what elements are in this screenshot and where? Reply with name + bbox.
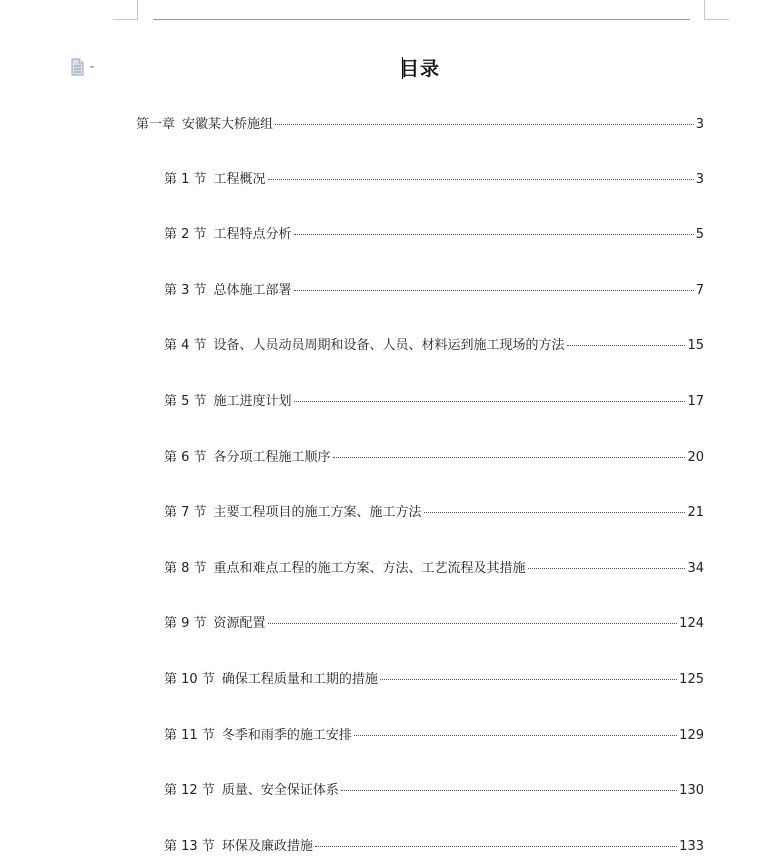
- toc-chapter-number: 第一章: [136, 117, 176, 132]
- toc-section-number: 第 13 节: [164, 839, 215, 854]
- toc-section-text: 确保工程质量和工期的措施: [221, 672, 378, 687]
- toc-section-text: 工程概况: [213, 172, 266, 187]
- toc-section-text: 总体施工部署: [213, 283, 292, 298]
- toc-chapter[interactable]: [136, 117, 704, 133]
- toc-leader: [380, 679, 677, 680]
- toc-page-number: 34: [687, 561, 704, 576]
- toc-leader: [275, 124, 694, 125]
- toc-leader: [294, 401, 686, 402]
- toc-section-text: 主要工程项目的施工方案、施工方法: [213, 505, 422, 520]
- toc-leader: [268, 179, 694, 180]
- toc-section-text: 冬季和雨季的施工安排: [221, 728, 352, 743]
- toc-leader: [528, 568, 686, 569]
- toc-page-number: 125: [679, 672, 704, 687]
- toc-section[interactable]: [164, 505, 704, 521]
- toc-section-text: 环保及廉政措施: [221, 839, 313, 854]
- toc-page-number: 15: [687, 338, 704, 353]
- toc-section-text: 工程特点分析: [213, 227, 292, 242]
- toc-section-text: 质量、安全保证体系: [221, 783, 339, 798]
- toc-page-number: 3: [695, 117, 704, 132]
- toc-section-number: 第 3 节: [164, 283, 207, 298]
- toc-section[interactable]: [164, 283, 704, 299]
- toc-leader: [341, 790, 677, 791]
- toc-section-number: 第 7 节: [164, 505, 207, 520]
- toc-section[interactable]: [164, 450, 704, 466]
- toc-page-number: 124: [679, 616, 704, 631]
- toc-page-number: 17: [687, 394, 704, 409]
- toc-section[interactable]: [164, 728, 704, 744]
- toc-section[interactable]: [164, 783, 704, 799]
- toc-section[interactable]: [164, 672, 704, 688]
- toc-page-number: 133: [679, 839, 704, 854]
- margin-corner-top-left: [113, 0, 138, 20]
- toc-page-number: 130: [679, 783, 704, 798]
- toc-section-number: 第 9 节: [164, 616, 207, 631]
- toc-page-number: 20: [687, 450, 704, 465]
- toc-section-text: 设备、人员动员周期和设备、人员、材料运到施工现场的方法: [213, 338, 565, 353]
- toc-section[interactable]: [164, 839, 704, 855]
- toc-section-number: 第 4 节: [164, 338, 207, 353]
- toc-page-number: 7: [695, 283, 704, 298]
- toc-leader: [354, 735, 677, 736]
- toc-section[interactable]: [164, 172, 704, 188]
- toc-leader: [294, 290, 694, 291]
- toc-page-number: 21: [687, 505, 704, 520]
- toc-section-number: 第 10 节: [164, 672, 215, 687]
- toc-chapter-text: 安徽某大桥施组: [182, 117, 274, 132]
- toc-title: 目录: [399, 58, 440, 80]
- toc-section[interactable]: [164, 394, 704, 410]
- toc-page-number: 129: [679, 728, 704, 743]
- toc-leader: [424, 512, 686, 513]
- toc-section-number: 第 5 节: [164, 394, 207, 409]
- toc-section[interactable]: [164, 227, 704, 243]
- toc-section-number: 第 1 节: [164, 172, 207, 187]
- toc-section[interactable]: [164, 616, 704, 632]
- toc-leader: [333, 457, 686, 458]
- toc-section-text: 资源配置: [213, 616, 266, 631]
- toc-leader: [268, 623, 678, 624]
- toc-page-number: 3: [695, 172, 704, 187]
- toc-section-text: 施工进度计划: [213, 394, 292, 409]
- toc-section-text: 重点和难点工程的施工方案、方法、工艺流程及其措施: [213, 561, 526, 576]
- toc-page-number: 5: [695, 227, 704, 242]
- toc-leader: [567, 345, 686, 346]
- toc-section-number: 第 8 节: [164, 561, 207, 576]
- toc-section-text: 各分项工程施工顺序: [213, 450, 331, 465]
- toc-section[interactable]: [164, 338, 704, 354]
- toc-leader: [315, 846, 677, 847]
- toc-leader: [294, 234, 694, 235]
- toc-section-number: 第 11 节: [164, 728, 215, 743]
- header-rule: [153, 19, 690, 20]
- toc-section[interactable]: [164, 561, 704, 577]
- toc-section-number: 第 2 节: [164, 227, 207, 242]
- toc-section-number: 第 6 节: [164, 450, 207, 465]
- toc-section-number: 第 12 节: [164, 783, 215, 798]
- margin-corner-top-right: [704, 0, 729, 20]
